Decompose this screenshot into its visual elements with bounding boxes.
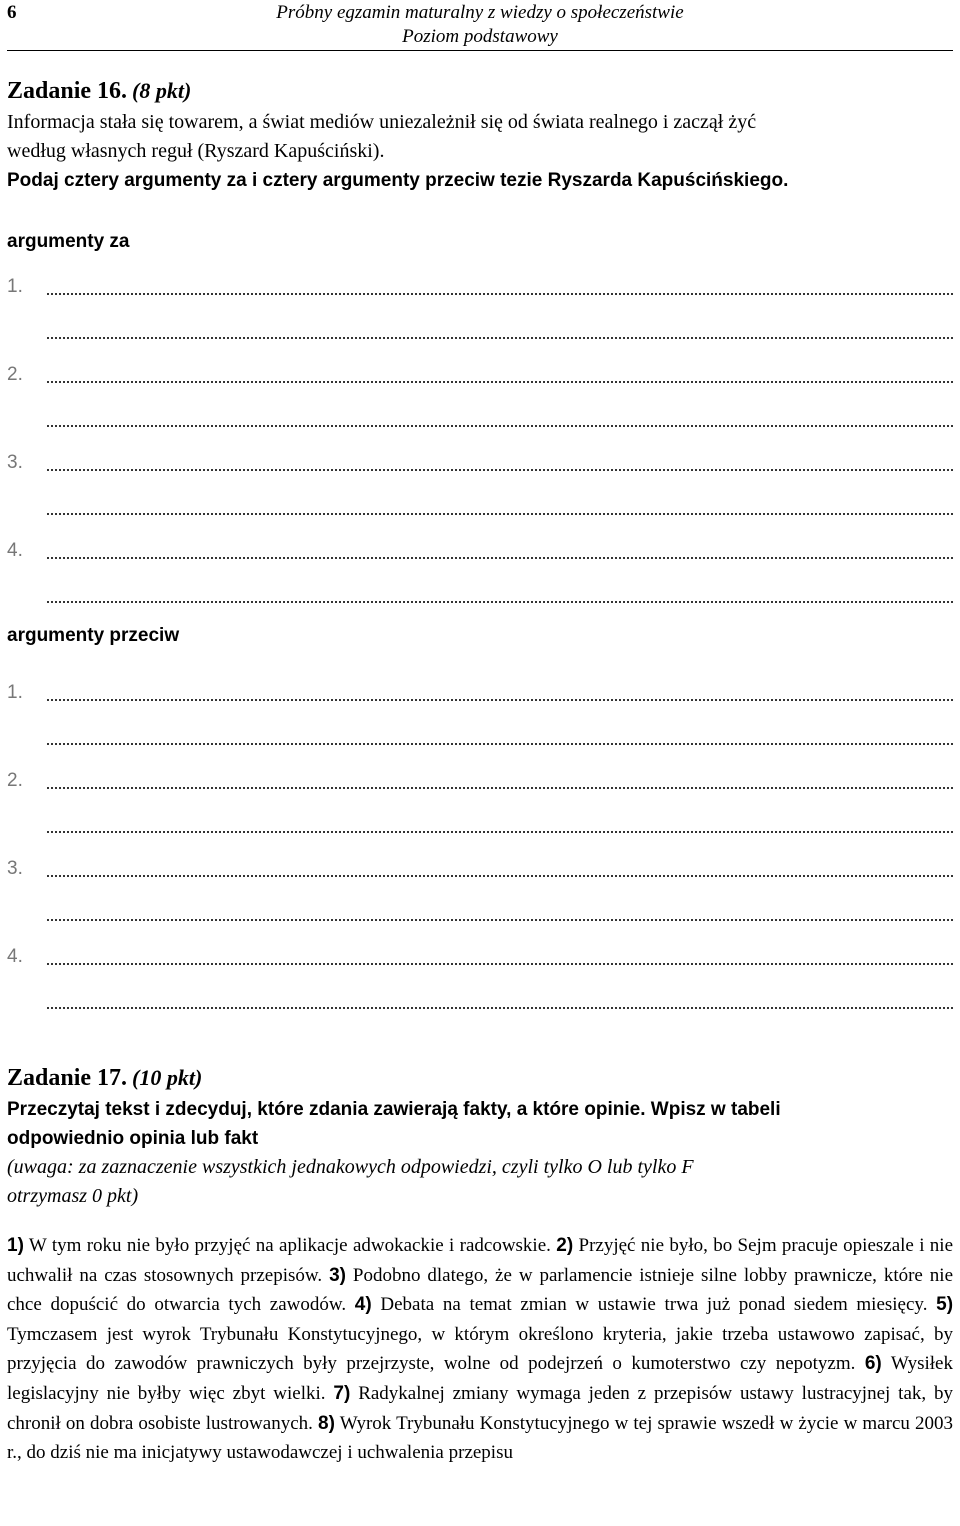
answer-line[interactable] bbox=[7, 854, 953, 883]
sentence-text: Podobno dlatego, że w parlamencie istnieje silne lobby prawnicze, które nie chce dopuścić do otwarcia tych zawodów. bbox=[7, 1264, 954, 1316]
sentence-number: 5) bbox=[936, 1294, 954, 1316]
task16-instruction: Podaj cztery argumenty za i cztery argumenty przeciw tezie Ryszarda Kapuścińskiego. bbox=[7, 170, 789, 191]
task16-heading bbox=[7, 76, 953, 107]
task17-instruction-line1: Przeczytaj tekst i zdecyduj, które zdania zawierają fakty, a które opinie. Wpisz w tabeli bbox=[7, 1099, 781, 1120]
item-number: 1. bbox=[7, 682, 23, 703]
task17-title: Zadanie 17. bbox=[7, 1065, 128, 1091]
sentence-number: 6) bbox=[864, 1353, 882, 1375]
answer-line[interactable] bbox=[7, 986, 953, 1015]
answer-line[interactable] bbox=[7, 316, 953, 345]
answer-line[interactable] bbox=[7, 272, 953, 301]
sentence-number: 1) bbox=[7, 1235, 24, 1256]
sentence-text: Przyjęć nie było, bo Sejm pracuje opieszale i nie uchwalił na czas stosownych przepisów. bbox=[7, 1235, 954, 1286]
sentence-number: 4) bbox=[354, 1294, 372, 1316]
sentence-text: Wysiłek legislacyjny nie byłby więc zbyt wielki. bbox=[7, 1353, 953, 1404]
task17-points: (10 pkt) bbox=[132, 1065, 203, 1090]
for-label: argumenty za bbox=[7, 231, 130, 252]
sentence-text: Radykalnej zmiany wymaga jeden z przepisów ustawy lustracyjnej tak, by chronił on dobra osobiste lustrowanych. bbox=[7, 1382, 954, 1434]
task17-instruction-line2: odpowiednio opinia lub fakt bbox=[7, 1128, 259, 1149]
answer-line[interactable] bbox=[7, 448, 953, 477]
sentence-text: Tymczasem jest wyrok Trybunału Konstytucyjnego, w którym określono kryteria, jakie trzeba ustawowo zapisać, by przyjęcia do zawodów prawniczych były przejrzyste, wolne od podejrzeń o kumoterstwo czy nepotyzm. bbox=[7, 1323, 953, 1375]
item-number: 1. bbox=[7, 276, 23, 297]
answer-line[interactable] bbox=[7, 766, 953, 795]
sentence-number: 2) bbox=[556, 1235, 574, 1256]
item-number: 2. bbox=[7, 364, 23, 385]
sentence-text: Wyrok Trybunału Konstytucyjnego w tej sprawie wszedł w życie w marcu 2003 r., do dziś nie ma inicjatywy ustawodawczej i uchwalenia przepisu bbox=[7, 1412, 953, 1464]
task17-note-line2: otrzymasz 0 pkt) bbox=[7, 1185, 139, 1207]
sentence-text: W tym roku nie było przyjęć na aplikacje adwokackie i radcowskie. bbox=[28, 1235, 551, 1256]
task17-heading bbox=[7, 1063, 953, 1094]
item-number: 4. bbox=[7, 946, 23, 967]
answer-line[interactable] bbox=[7, 492, 953, 521]
item-number: 4. bbox=[7, 540, 23, 561]
answer-line[interactable] bbox=[7, 942, 953, 971]
page-number: 6 bbox=[7, 2, 17, 23]
task17-note-line1: (uwaga: za zaznaczenie wszystkich jednakowych odpowiedzi, czyli tylko O lub tylko F bbox=[7, 1156, 694, 1178]
sentence-number: 7) bbox=[333, 1382, 351, 1404]
page-header bbox=[0, 0, 960, 50]
item-number: 3. bbox=[7, 858, 23, 879]
item-number: 3. bbox=[7, 452, 23, 473]
task16-quote-line2: według własnych reguł (Ryszard Kapuściński). bbox=[7, 140, 385, 162]
answer-line[interactable] bbox=[7, 898, 953, 927]
header-divider bbox=[7, 50, 953, 51]
sentence-number: 3) bbox=[329, 1264, 346, 1286]
task16-title: Zadanie 16. bbox=[7, 78, 128, 104]
answer-line[interactable] bbox=[7, 678, 953, 707]
sentence-text: Debata na temat zmian w ustawie trwa już ponad siedem miesięcy. bbox=[380, 1294, 928, 1316]
header-title: Próbny egzamin maturalny z wiedzy o społeczeństwie bbox=[276, 2, 684, 23]
answer-line[interactable] bbox=[7, 536, 953, 565]
task16-quote-line1: Informacja stała się towarem, a świat mediów uniezależnił się od świata realnego i zaczął żyć bbox=[7, 111, 757, 133]
header-subtitle: Poziom podstawowy bbox=[402, 26, 558, 47]
sentence-number: 8) bbox=[318, 1412, 335, 1434]
answer-line[interactable] bbox=[7, 360, 953, 389]
answer-line[interactable] bbox=[7, 580, 953, 609]
item-number: 2. bbox=[7, 770, 23, 791]
answer-line[interactable] bbox=[7, 810, 953, 839]
against-label: argumenty przeciw bbox=[7, 625, 180, 646]
answer-line[interactable] bbox=[7, 404, 953, 433]
task17-passage bbox=[7, 1231, 953, 1468]
task16-points: (8 pkt) bbox=[132, 78, 192, 103]
answer-line[interactable] bbox=[7, 722, 953, 751]
